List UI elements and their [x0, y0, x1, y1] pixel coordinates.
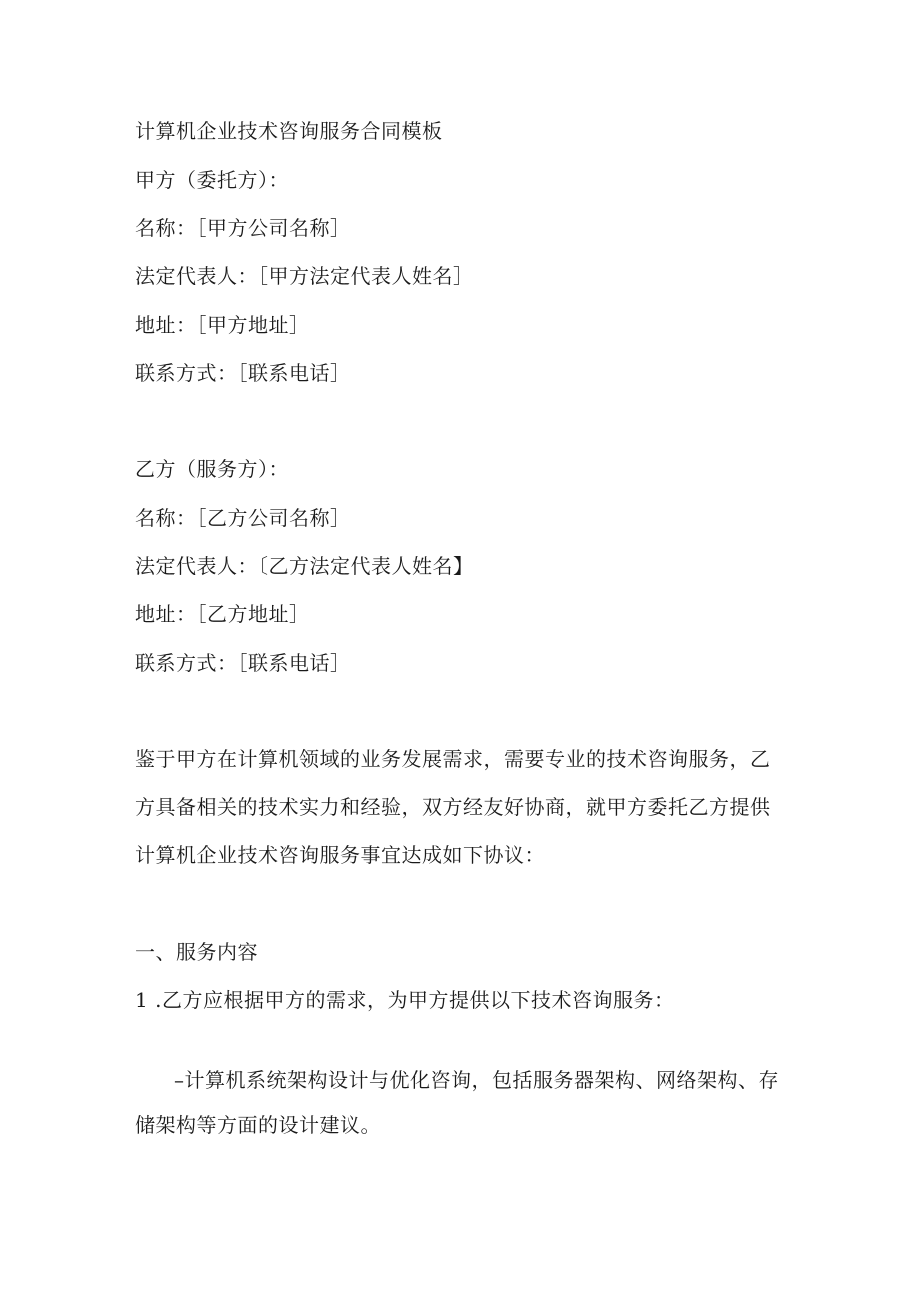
preamble-line: 方具备相关的技术实力和经验，双方经友好协商，就甲方委托乙方提供	[135, 795, 771, 819]
document-title: 计算机企业技术咨询服务合同模板	[135, 119, 443, 143]
party-b-legal-rep: 法定代表人：〔乙方法定代表人姓名】	[135, 554, 474, 578]
section-heading: 一、服务内容	[135, 940, 258, 964]
bullet-line: 储架构等方面的设计建议。	[135, 1113, 381, 1137]
party-a-legal-rep: 法定代表人：［甲方法定代表人姓名］	[135, 264, 474, 288]
list-item: 1 .乙方应根据甲方的需求，为甲方提供以下技术咨询服务：	[135, 988, 675, 1012]
party-a-address: 地址：［甲方地址］	[135, 313, 310, 337]
party-b-heading: 乙方（服务方）：	[135, 457, 289, 481]
bullet-line: –计算机系统架构设计与优化咨询，包括服务器架构、网络架构、存	[174, 1068, 779, 1092]
party-b-contact: 联系方式：［联系电话］	[135, 651, 351, 675]
party-b-name: 名称：［乙方公司名称］	[135, 506, 351, 530]
preamble-line: 鉴于甲方在计算机领域的业务发展需求，需要专业的技术咨询服务，乙	[135, 747, 771, 771]
party-b-address: 地址：［乙方地址］	[135, 602, 310, 626]
party-a-contact: 联系方式：［联系电话］	[135, 361, 351, 385]
party-a-heading: 甲方（委托方）：	[135, 168, 289, 192]
party-a-name: 名称：［甲方公司名称］	[135, 216, 351, 240]
preamble-line: 计算机企业技术咨询服务事宜达成如下协议：	[135, 843, 545, 867]
